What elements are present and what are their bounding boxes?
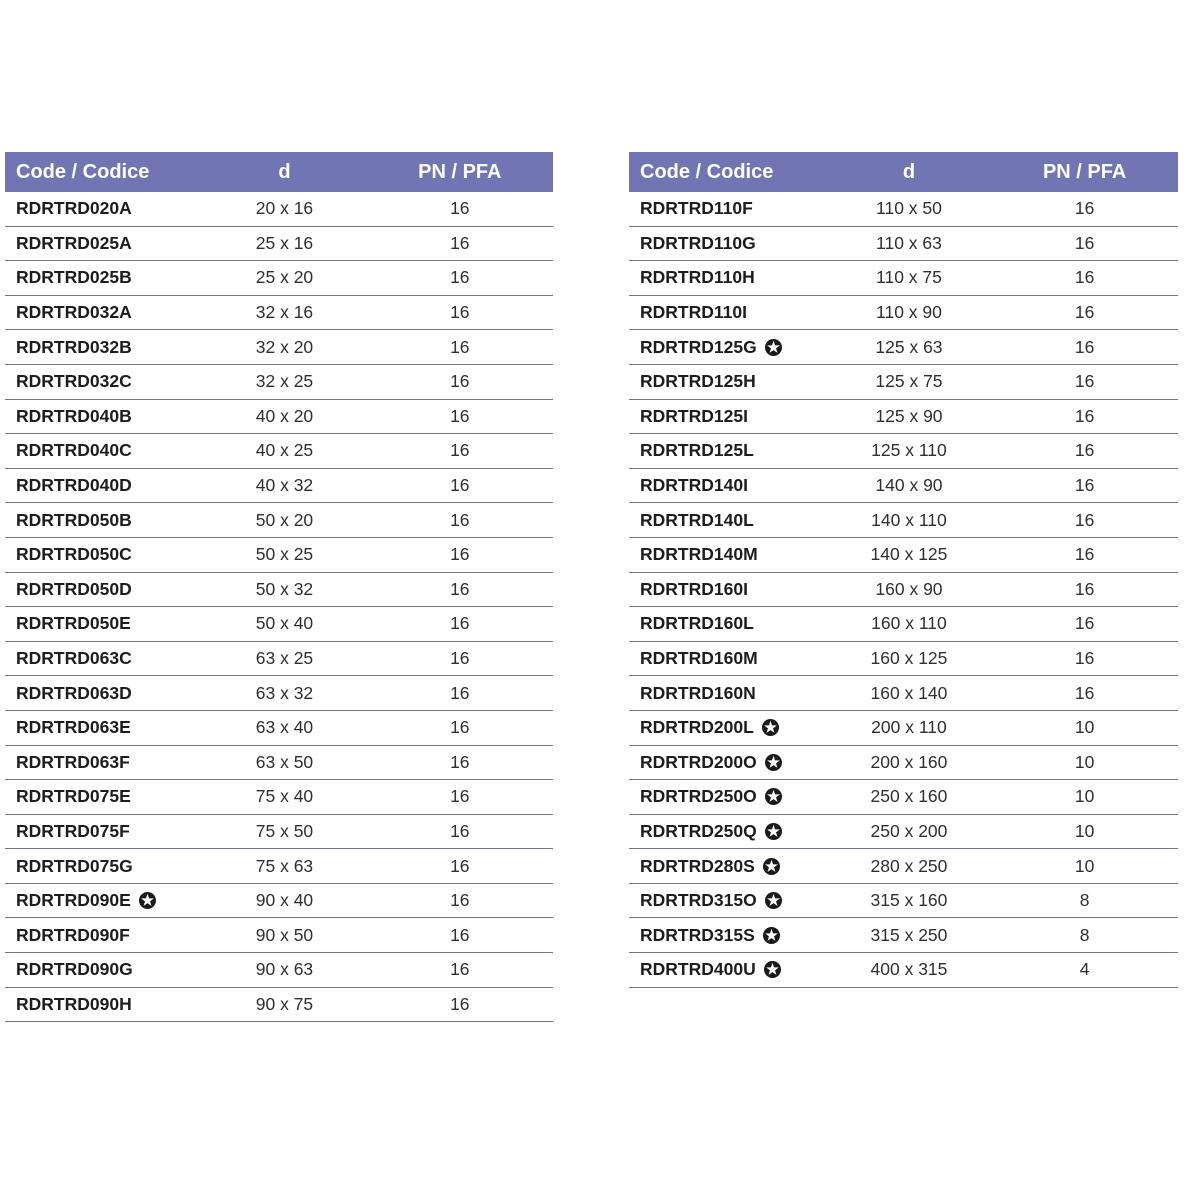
table-row — [5, 780, 553, 815]
table-row — [629, 573, 1178, 608]
product-code: RDRTRD200O — [640, 751, 757, 772]
column-header-code: Code / Codice — [640, 160, 774, 183]
table-row — [5, 918, 553, 953]
table-row — [629, 538, 1178, 573]
new-item-star-icon — [764, 961, 781, 978]
dimension-cell: 250 x 160 — [870, 786, 948, 807]
new-item-star-icon — [762, 719, 779, 736]
dimension-cell: 63 x 25 — [255, 648, 314, 669]
dimension-cell: 160 x 140 — [870, 682, 948, 703]
product-code-cell — [629, 890, 827, 911]
pn-pfa-cell: 16 — [450, 786, 470, 807]
table-row — [5, 607, 553, 642]
pn-pfa-cell: 16 — [450, 820, 470, 841]
product-code: RDRTRD140L — [640, 509, 754, 530]
table-row — [5, 330, 553, 365]
pn-pfa-cell: 16 — [450, 198, 470, 219]
product-code: RDRTRD032C — [16, 371, 132, 392]
pn-pfa-cell: 16 — [450, 544, 470, 565]
pn-pfa-cell: 8 — [1079, 924, 1090, 945]
product-code-cell — [629, 302, 827, 323]
pn-pfa-cell: 16 — [1074, 613, 1095, 634]
dimension-cell: 40 x 25 — [255, 440, 314, 461]
table-header-left — [5, 152, 553, 192]
product-code: RDRTRD032B — [16, 336, 132, 357]
dimension-cell: 125 x 63 — [875, 336, 943, 357]
product-code-cell — [5, 786, 202, 807]
product-code: RDRTRD125G — [640, 336, 757, 357]
product-code: RDRTRD315O — [640, 890, 757, 911]
table-row — [5, 642, 553, 677]
product-code: RDRTRD160L — [640, 613, 754, 634]
product-code-cell — [629, 856, 827, 877]
pn-pfa-cell: 16 — [450, 717, 470, 738]
table-row — [629, 849, 1178, 884]
product-code: RDRTRD075G — [16, 855, 133, 876]
new-item-star-icon — [765, 892, 782, 909]
column-header-code: Code / Codice — [16, 160, 150, 183]
product-code: RDRTRD090G — [16, 959, 133, 980]
product-code: RDRTRD090H — [16, 993, 132, 1014]
product-code: RDRTRD125H — [640, 371, 756, 392]
product-code-cell — [5, 302, 202, 323]
dimension-cell: 63 x 32 — [255, 682, 314, 703]
product-code-cell — [5, 337, 202, 358]
pn-pfa-cell: 16 — [1074, 440, 1095, 461]
pn-pfa-cell: 16 — [450, 648, 470, 669]
table-row — [5, 815, 553, 850]
product-code-cell — [5, 683, 202, 704]
table-row — [5, 988, 553, 1023]
pn-pfa-cell: 16 — [450, 440, 470, 461]
table-row — [5, 884, 553, 919]
pn-pfa-cell: 16 — [450, 682, 470, 703]
product-code: RDRTRD075E — [16, 786, 131, 807]
product-code: RDRTRD040C — [16, 440, 132, 461]
product-code: RDRTRD140M — [640, 544, 758, 565]
table-row — [629, 365, 1178, 400]
pn-pfa-cell: 16 — [450, 336, 470, 357]
pn-pfa-cell: 4 — [1079, 959, 1090, 980]
table-header-right — [629, 152, 1178, 192]
product-code-cell — [5, 717, 202, 738]
dimension-cell: 25 x 20 — [255, 267, 314, 288]
new-item-star-icon — [765, 339, 782, 356]
product-code-cell — [5, 856, 202, 877]
table-row — [629, 815, 1178, 850]
dimension-cell: 40 x 32 — [255, 475, 314, 496]
dimension-cell: 160 x 90 — [875, 578, 943, 599]
product-code-cell — [629, 821, 827, 842]
pn-pfa-cell: 16 — [450, 993, 470, 1014]
dimension-cell: 63 x 50 — [255, 751, 314, 772]
column-header-d: d — [902, 160, 916, 183]
dimension-cell: 110 x 50 — [876, 198, 942, 219]
dimension-cell: 315 x 160 — [870, 890, 948, 911]
product-code-cell — [5, 821, 202, 842]
pn-pfa-cell: 16 — [450, 232, 470, 253]
product-code: RDRTRD025B — [16, 267, 132, 288]
product-code-cell — [5, 406, 202, 427]
pn-pfa-cell: 16 — [450, 509, 470, 530]
dimension-cell: 32 x 25 — [255, 371, 314, 392]
pn-pfa-cell: 16 — [1074, 475, 1095, 496]
dimension-cell: 90 x 75 — [255, 993, 314, 1014]
dimension-cell: 90 x 40 — [255, 890, 314, 911]
product-code-cell — [629, 786, 827, 807]
dimension-cell: 280 x 250 — [870, 855, 948, 876]
dimension-cell: 200 x 160 — [870, 751, 948, 772]
pn-pfa-cell: 16 — [450, 613, 470, 634]
dimension-cell: 20 x 16 — [255, 198, 314, 219]
table-row — [5, 953, 553, 988]
product-code-cell — [629, 233, 827, 254]
product-code: RDRTRD040B — [16, 405, 132, 426]
pn-pfa-cell: 16 — [450, 578, 470, 599]
product-code: RDRTRD160M — [640, 648, 758, 669]
product-code: RDRTRD125I — [640, 405, 748, 426]
table-row — [629, 780, 1178, 815]
pn-pfa-cell: 16 — [1074, 371, 1095, 392]
product-code-cell — [5, 959, 202, 980]
dimension-cell: 140 x 110 — [871, 509, 947, 530]
pn-pfa-cell: 16 — [450, 371, 470, 392]
pn-pfa-cell: 16 — [1074, 267, 1095, 288]
dimension-cell: 32 x 20 — [255, 336, 314, 357]
column-header-pn: PN / PFA — [418, 160, 502, 183]
dimension-cell: 160 x 110 — [871, 613, 947, 634]
dimension-cell: 110 x 75 — [876, 267, 942, 288]
dimension-cell: 90 x 63 — [255, 959, 314, 980]
product-code: RDRTRD063E — [16, 717, 131, 738]
dimension-cell: 315 x 250 — [870, 924, 948, 945]
product-code: RDRTRD040D — [16, 475, 132, 496]
product-code: RDRTRD200L — [640, 717, 754, 738]
product-code-cell — [629, 371, 827, 392]
dimension-cell: 25 x 16 — [255, 232, 314, 253]
dimension-cell: 50 x 32 — [255, 578, 314, 599]
product-code-cell — [5, 579, 202, 600]
product-code-cell — [5, 890, 202, 911]
table-row — [629, 676, 1178, 711]
table-row — [629, 227, 1178, 262]
table-row — [629, 953, 1178, 988]
column-header-pn: PN / PFA — [1042, 160, 1127, 183]
product-code: RDRTRD400U — [640, 959, 756, 980]
pn-pfa-cell: 16 — [450, 267, 470, 288]
table-row — [5, 296, 553, 331]
table-row — [629, 192, 1178, 227]
product-code-cell — [5, 440, 202, 461]
product-code-cell — [5, 994, 202, 1015]
product-code-cell — [5, 233, 202, 254]
product-code-cell — [629, 959, 827, 980]
new-item-star-icon — [765, 823, 782, 840]
table-row — [5, 192, 553, 227]
pn-pfa-cell: 16 — [1074, 578, 1095, 599]
table-row — [629, 746, 1178, 781]
spec-table-right — [629, 152, 1178, 988]
product-code-cell — [5, 613, 202, 634]
pn-pfa-cell: 16 — [1074, 232, 1095, 253]
pn-pfa-cell: 10 — [1074, 855, 1095, 876]
product-code: RDRTRD090F — [16, 924, 130, 945]
new-item-star-icon — [763, 858, 780, 875]
table-row — [629, 261, 1178, 296]
product-code-cell — [629, 648, 827, 669]
product-code: RDRTRD250Q — [640, 820, 757, 841]
product-code: RDRTRD280S — [640, 855, 755, 876]
table-row — [629, 503, 1178, 538]
product-code: RDRTRD063D — [16, 682, 132, 703]
dimension-cell: 200 x 110 — [871, 717, 947, 738]
pn-pfa-cell: 16 — [450, 302, 470, 323]
product-code-cell — [629, 717, 827, 738]
product-code-cell — [629, 198, 827, 219]
product-code-cell — [5, 648, 202, 669]
product-code: RDRTRD110H — [640, 267, 755, 288]
product-code-cell — [629, 475, 827, 496]
new-item-star-icon — [765, 754, 782, 771]
pn-pfa-cell: 16 — [450, 405, 470, 426]
dimension-cell: 75 x 50 — [255, 820, 314, 841]
pn-pfa-cell: 16 — [450, 751, 470, 772]
product-code-cell — [629, 544, 827, 565]
product-code: RDRTRD250O — [640, 786, 757, 807]
product-code-cell — [629, 440, 827, 461]
product-code-cell — [5, 752, 202, 773]
pn-pfa-cell: 10 — [1074, 751, 1095, 772]
table-row — [629, 711, 1178, 746]
product-code: RDRTRD160I — [640, 578, 748, 599]
table-row — [5, 746, 553, 781]
table-row — [629, 400, 1178, 435]
product-code-cell — [5, 198, 202, 219]
product-code: RDRTRD025A — [16, 232, 132, 253]
dimension-cell: 160 x 125 — [870, 648, 948, 669]
pn-pfa-cell: 16 — [450, 890, 470, 911]
dimension-cell: 125 x 75 — [875, 371, 943, 392]
spec-table-left — [5, 152, 553, 1022]
table-row — [5, 711, 553, 746]
pn-pfa-cell: 10 — [1074, 717, 1095, 738]
product-code: RDRTRD110F — [640, 198, 753, 219]
table-row — [629, 607, 1178, 642]
product-code: RDRTRD032A — [16, 302, 132, 323]
pn-pfa-cell: 8 — [1079, 890, 1090, 911]
product-code-cell — [629, 579, 827, 600]
dimension-cell: 250 x 200 — [870, 820, 948, 841]
dimension-cell: 75 x 63 — [255, 855, 314, 876]
dimension-cell: 140 x 90 — [875, 475, 943, 496]
pn-pfa-cell: 16 — [1074, 302, 1095, 323]
table-row — [629, 296, 1178, 331]
product-code-cell — [629, 510, 827, 531]
product-code-cell — [629, 925, 827, 946]
table-row — [5, 676, 553, 711]
pn-pfa-cell: 16 — [1074, 198, 1095, 219]
dimension-cell: 110 x 90 — [876, 302, 942, 323]
product-code-cell — [5, 267, 202, 288]
pn-pfa-cell: 16 — [1074, 682, 1095, 703]
table-row — [5, 261, 553, 296]
pn-pfa-cell: 16 — [1074, 405, 1095, 426]
dimension-cell: 50 x 20 — [255, 509, 314, 530]
product-code: RDRTRD110I — [640, 302, 747, 323]
product-code-cell — [629, 683, 827, 704]
dimension-cell: 90 x 50 — [255, 924, 314, 945]
pn-pfa-cell: 16 — [1074, 648, 1095, 669]
dimension-cell: 140 x 125 — [870, 544, 948, 565]
table-body-right — [629, 192, 1178, 988]
product-code-cell — [629, 752, 827, 773]
table-body-left — [5, 192, 553, 1022]
dimension-cell: 63 x 40 — [255, 717, 314, 738]
pn-pfa-cell: 16 — [450, 924, 470, 945]
dimension-cell: 400 x 315 — [870, 959, 948, 980]
dimension-cell: 125 x 90 — [875, 405, 943, 426]
pn-pfa-cell: 16 — [1074, 336, 1095, 357]
product-code-cell — [5, 510, 202, 531]
table-row — [5, 503, 553, 538]
new-item-star-icon — [765, 788, 782, 805]
product-code: RDRTRD050C — [16, 544, 132, 565]
pn-pfa-cell: 16 — [450, 475, 470, 496]
pn-pfa-cell: 10 — [1074, 820, 1095, 841]
product-code: RDRTRD140I — [640, 475, 748, 496]
table-row — [629, 469, 1178, 504]
table-row — [629, 434, 1178, 469]
dimension-cell: 32 x 16 — [255, 302, 314, 323]
pn-pfa-cell: 10 — [1074, 786, 1095, 807]
product-code: RDRTRD063C — [16, 648, 132, 669]
product-code-cell — [5, 544, 202, 565]
new-item-star-icon — [139, 892, 156, 909]
product-code: RDRTRD090E — [16, 890, 131, 911]
table-row — [629, 918, 1178, 953]
dimension-cell: 40 x 20 — [255, 405, 314, 426]
product-code: RDRTRD050B — [16, 509, 132, 530]
product-code: RDRTRD050E — [16, 613, 131, 634]
table-row — [5, 469, 553, 504]
table-row — [5, 400, 553, 435]
product-code: RDRTRD110G — [640, 232, 756, 253]
product-code-cell — [629, 613, 827, 634]
dimension-cell: 50 x 25 — [255, 544, 314, 565]
new-item-star-icon — [763, 927, 780, 944]
product-code: RDRTRD160N — [640, 682, 756, 703]
table-row — [629, 330, 1178, 365]
pn-pfa-cell: 16 — [1074, 509, 1095, 530]
table-row — [5, 365, 553, 400]
product-code: RDRTRD075F — [16, 820, 130, 841]
table-row — [629, 884, 1178, 919]
product-code-cell — [629, 406, 827, 427]
product-code-cell — [5, 925, 202, 946]
table-row — [5, 849, 553, 884]
table-row — [5, 573, 553, 608]
product-code: RDRTRD315S — [640, 924, 755, 945]
table-row — [5, 227, 553, 262]
table-row — [629, 642, 1178, 677]
dimension-cell: 110 x 63 — [876, 232, 942, 253]
pn-pfa-cell: 16 — [450, 959, 470, 980]
product-code-cell — [629, 267, 827, 288]
pn-pfa-cell: 16 — [1074, 544, 1095, 565]
product-code: RDRTRD063F — [16, 751, 130, 772]
dimension-cell: 75 x 40 — [255, 786, 314, 807]
product-code-cell — [629, 337, 827, 358]
product-code-cell — [5, 371, 202, 392]
dimension-cell: 50 x 40 — [255, 613, 314, 634]
product-code: RDRTRD050D — [16, 578, 132, 599]
pn-pfa-cell: 16 — [450, 855, 470, 876]
table-row — [5, 538, 553, 573]
dimension-cell: 125 x 110 — [871, 440, 947, 461]
product-code: RDRTRD020A — [16, 198, 132, 219]
product-code: RDRTRD125L — [640, 440, 754, 461]
product-code-cell — [5, 475, 202, 496]
table-row — [5, 434, 553, 469]
column-header-d: d — [278, 160, 291, 183]
